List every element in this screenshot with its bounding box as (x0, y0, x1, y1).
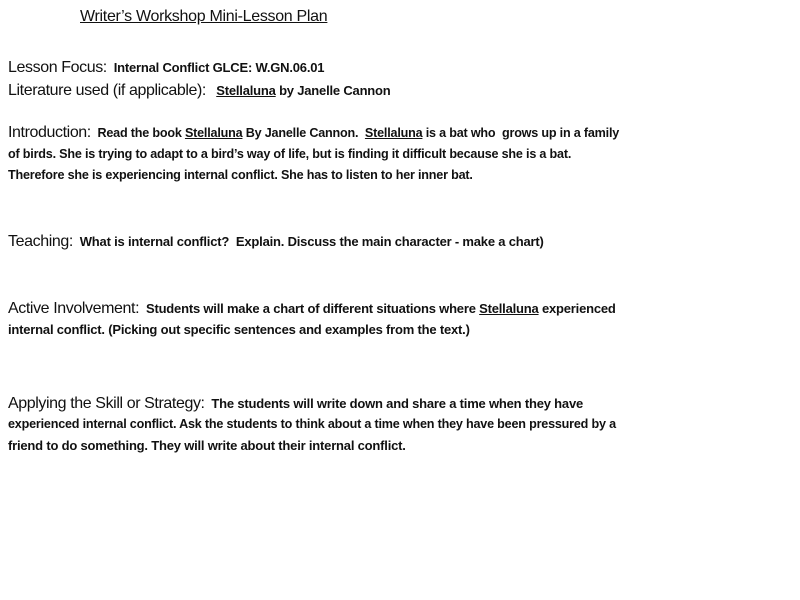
text: By Janelle Cannon. (242, 126, 365, 140)
lesson-focus-value: Internal Conflict GLCE: W.GN.06.01 (113, 60, 325, 75)
introduction-line-1 (8, 124, 619, 142)
applying-line-1 (8, 395, 583, 413)
applying-line-2: experienced internal conflict. Ask the students to think about a time when they have been pressured by a (8, 417, 616, 431)
active-line-1 (8, 300, 616, 318)
text: experienced (538, 301, 616, 316)
introduction-label: Introduction: (8, 124, 91, 141)
lesson-focus-label: Lesson Focus: (8, 59, 107, 76)
introduction-line-3: Therefore she is experiencing internal conflict. She has to listen to her inner bat. (8, 168, 473, 182)
book-title: Stellaluna (479, 301, 539, 316)
applying-label: Applying the Skill or Strategy: (8, 395, 205, 412)
literature-author: by Janelle Cannon (275, 83, 391, 98)
teaching-text: What is internal conflict? Explain. Discuss the main character - make a chart) (79, 234, 544, 249)
teaching (8, 233, 544, 251)
literature-label: Literature used (if applicable): (8, 82, 206, 99)
book-title: Stellaluna (184, 126, 243, 140)
active-line-2: internal conflict. (Picking out specific sentences and examples from the text.) (8, 322, 470, 337)
teaching-label: Teaching: (8, 233, 73, 250)
active-label: Active Involvement: (8, 300, 140, 317)
book-title: Stellaluna (364, 126, 423, 140)
book-title: Stellaluna (216, 83, 276, 98)
applying-line-3: friend to do something. They will write about their internal conflict. (8, 438, 406, 453)
literature (8, 82, 391, 100)
page-title: Writer’s Workshop Mini-Lesson Plan (80, 8, 328, 25)
introduction-line-2: of birds. She is trying to adapt to a bird’s way of life, but is finding it difficult because she is a bat. (8, 147, 572, 161)
lesson-focus (8, 59, 324, 77)
text: The students will write down and share a time when they have (211, 396, 584, 411)
text: Students will make a chart of different situations where (145, 301, 480, 316)
text: is a bat who grows up in a family (422, 126, 620, 140)
text: Read the book (97, 126, 185, 140)
